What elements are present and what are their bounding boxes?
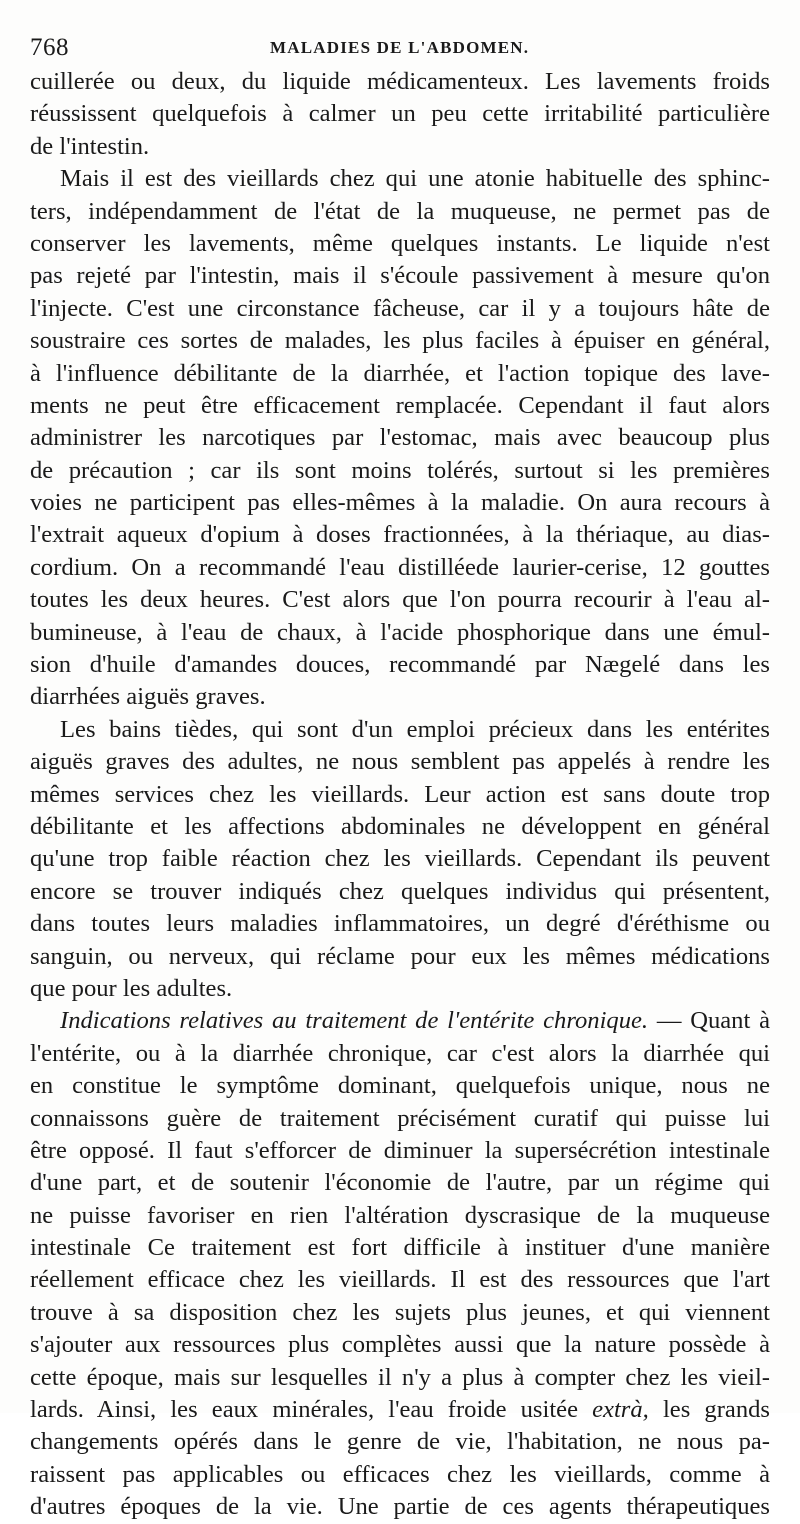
- text-line: à l'influence débilitante de la diarrhée, et l'action topique des lave-: [30, 359, 770, 387]
- text-line: diarrhées aiguës graves.: [30, 683, 266, 711]
- text-line: sion d'huile d'amandes douces, recommandé par Nægelé dans les: [30, 651, 770, 679]
- text-line: administrer les narcotiques par l'estomac, mais avec beaucoup plus: [30, 424, 770, 452]
- text-line: pas rejeté par l'intestin, mais il s'écoule passivement à mesure qu'on: [30, 262, 770, 290]
- text-line: soustraire ces sortes de malades, les plus faciles à épuiser en général,: [30, 327, 770, 355]
- paragraph-first-line: Les bains tièdes, qui sont d'un emploi précieux dans les entérites: [60, 715, 770, 743]
- text-line: réellement efficace chez les vieillards. Il est des ressources que l'art: [30, 1266, 770, 1294]
- text-line: ne puisse favoriser en rien l'altération dyscrasique de la muqueuse: [30, 1201, 770, 1229]
- text-line: en constitue le symptôme dominant, quelquefois unique, nous ne: [30, 1072, 770, 1100]
- text-line: de l'intestin.: [30, 132, 150, 160]
- text-line: encore se trouver indiqués chez quelques individus qui présentent,: [30, 877, 770, 905]
- text-line: d'autres époques de la vie. Une partie de ces agents thérapeutiques: [30, 1493, 770, 1521]
- text-line: toutes les deux heures. C'est alors que l'on pourra recourir à l'eau al-: [30, 586, 770, 614]
- section-heading-line: [30, 1005, 770, 1037]
- text-line: mêmes services chez les vieillards. Leur action est sans doute trop: [30, 780, 770, 808]
- running-title: MALADIES DE L'ABDOMEN.: [270, 38, 530, 57]
- text-line: [30, 1394, 770, 1426]
- text-line: voies ne participent pas elles-mêmes à la maladie. On aura recours à: [30, 489, 770, 517]
- text-line: réussissent quelquefois à calmer un peu cette irritabilité particulière: [30, 100, 770, 128]
- text-line: sanguin, ou nerveux, qui réclame pour eux les mêmes médications: [30, 942, 770, 970]
- text-line: conserver les lavements, même quelques instants. Le liquide n'est: [30, 229, 770, 257]
- text-line: l'extrait aqueux d'opium à doses fractionnées, à la thériaque, au dias-: [30, 521, 770, 549]
- section-heading: Indications relatives au traitement de l'entérite chronique.: [60, 1007, 649, 1035]
- running-head: [30, 34, 772, 64]
- heading-continuation: — Quant à: [656, 1007, 770, 1035]
- text-line: changements opérés dans le genre de vie, l'habitation, ne nous pa-: [30, 1428, 770, 1456]
- text-line: que pour les adultes.: [30, 974, 233, 1002]
- text-line: cette époque, mais sur lesquelles il n'y a plus à compter chez les vieil-: [30, 1363, 770, 1391]
- text-line: cuillerée ou deux, du liquide médicamenteux. Les lavements froids: [30, 68, 770, 95]
- text-line: l'injecte. C'est une circonstance fâcheuse, car il y a toujours hâte de: [30, 294, 770, 322]
- text-line: bumineuse, à l'eau de chaux, à l'acide phosphorique dans une émul-: [30, 618, 770, 646]
- text-line: ments ne peut être efficacement remplacée. Cependant il faut alors: [30, 391, 770, 419]
- paragraph-first-line: Mais il est des vieillards chez qui une atonie habituelle des sphinc-: [60, 165, 770, 193]
- text-line: intestinale Ce traitement est fort difficile à instituer d'une manière: [30, 1234, 770, 1262]
- text-line: raissent pas applicables ou efficaces chez les vieillards, comme à: [30, 1460, 770, 1488]
- text-segment: lards. Ainsi, les eaux minérales, l'eau froide usitée: [30, 1396, 578, 1424]
- italic-term: extrà,: [592, 1396, 649, 1424]
- text-line: aiguës graves des adultes, ne nous semblent pas appelés à rendre les: [30, 748, 770, 776]
- text-line: s'ajouter aux ressources plus complètes aussi que la nature possède à: [30, 1331, 770, 1359]
- text-segment: les grands: [648, 1396, 770, 1424]
- body-text: [30, 66, 770, 1524]
- page-number: 768: [30, 34, 69, 61]
- text-line: de précaution ; car ils sont moins tolérés, surtout si les premières: [30, 456, 770, 484]
- text-line: dans toutes leurs maladies inflammatoires, un degré d'éréthisme ou: [30, 910, 770, 938]
- text-line: être opposé. Il faut s'efforcer de diminuer la supersécrétion intestinale: [30, 1136, 770, 1164]
- text-line: connaissons guère de traitement précisément curatif qui puisse lui: [30, 1104, 770, 1132]
- text-line: l'entérite, ou à la diarrhée chronique, car c'est alors la diarrhée qui: [30, 1039, 770, 1067]
- text-line: débilitante et les affections abdominales ne développent en général: [30, 812, 770, 840]
- text-line: ters, indépendamment de l'état de la muqueuse, ne permet pas de: [30, 197, 770, 225]
- text-line: d'une part, et de soutenir l'économie de l'autre, par un régime qui: [30, 1169, 770, 1197]
- text-line: trouve à sa disposition chez les sujets plus jeunes, et qui viennent: [30, 1298, 770, 1326]
- text-line: cordium. On a recommandé l'eau distilléede laurier-cerise, 12 gouttes: [30, 553, 770, 581]
- text-line: qu'une trop faible réaction chez les vieillards. Cependant ils peuvent: [30, 845, 770, 873]
